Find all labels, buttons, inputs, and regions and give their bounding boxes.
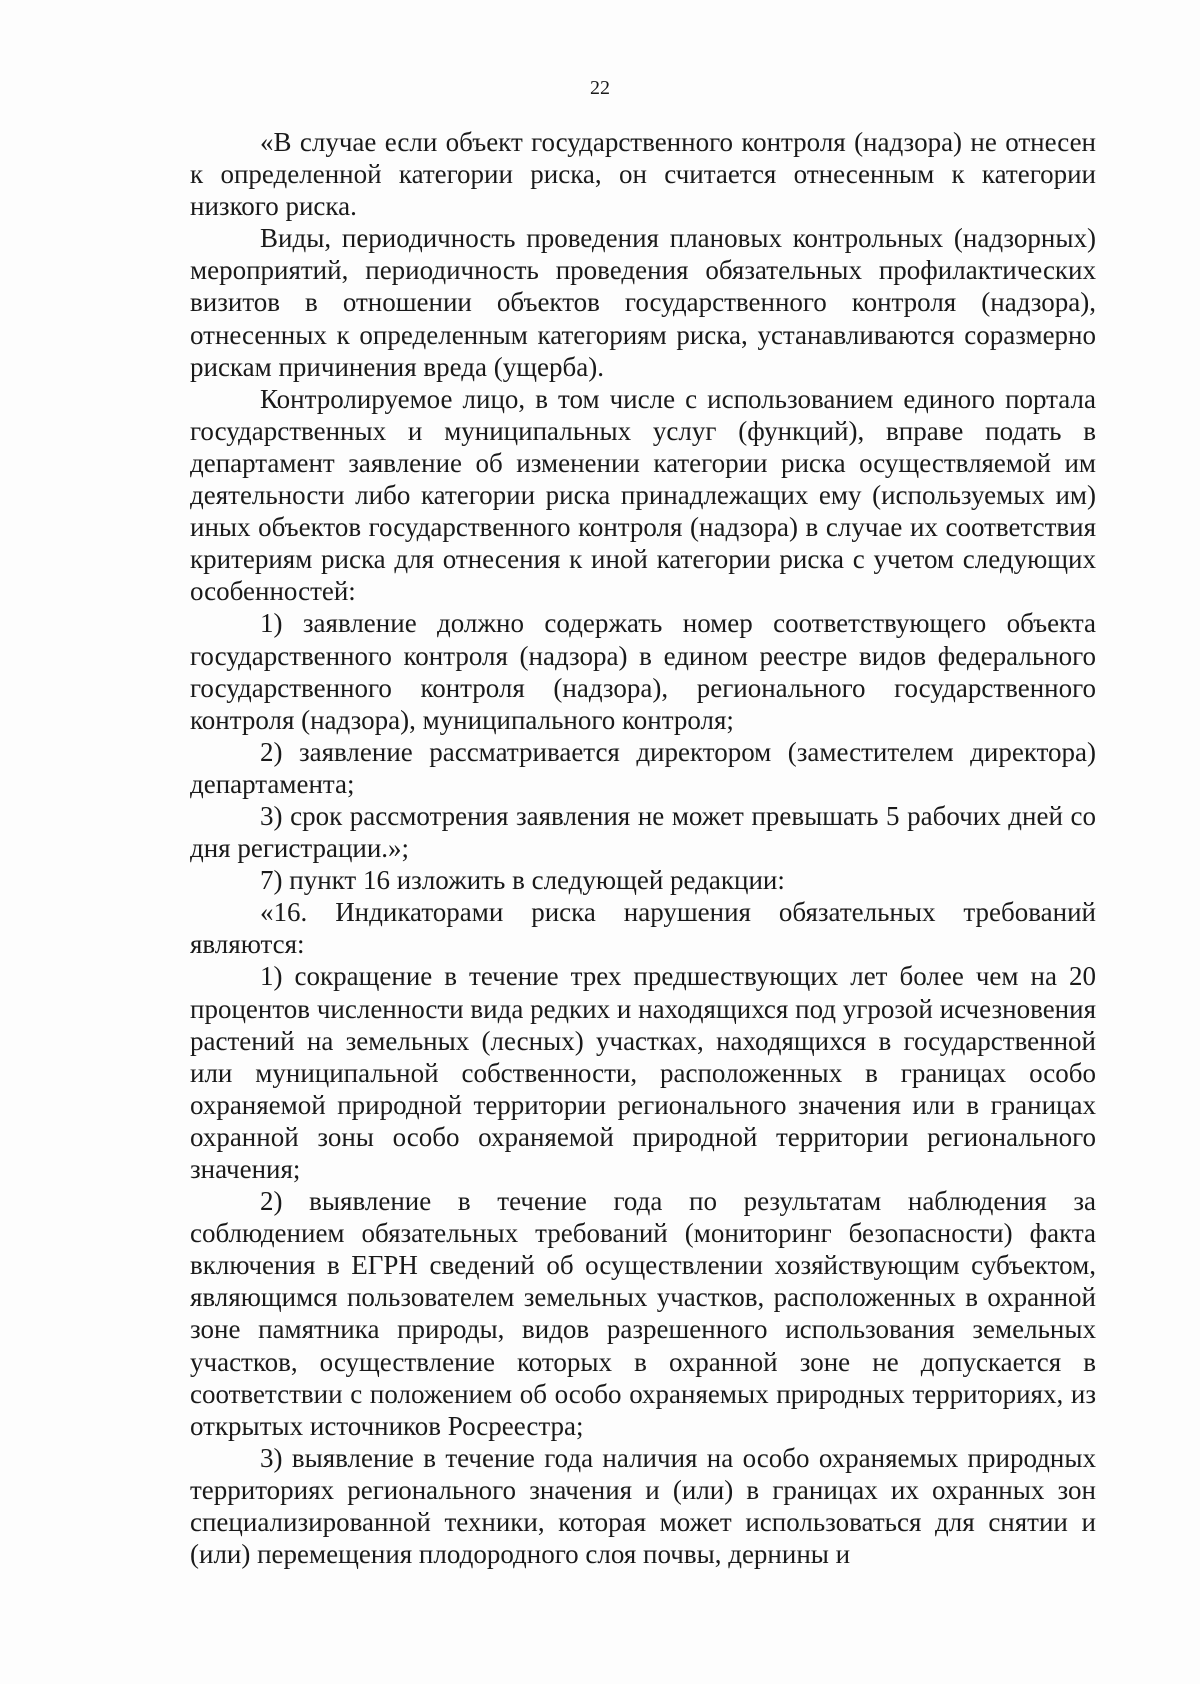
- paragraph-item-7-point-16: 7) пункт 16 изложить в следующей редакции:: [260, 865, 785, 896]
- paragraph-item-1-application-number: 1) заявление должно содержать номер соответствующего объекта государственного контроля (надзора) в едином реестре видов федерального государственного контроля (надзора), регионального государственного контроля (надзора), муниципального контроля;: [190, 608, 1096, 735]
- paragraph-item-2-review-by-director: 2) заявление рассматривается директором (заместителем директора) департамента;: [190, 736, 1096, 799]
- paragraph-controlled-person-request: Контролируемое лицо, в том числе с использованием единого портала государственных и муниципальных услуг (функций), вправе подать в департамент заявление об изменении категории риска осуществляемой им деятельности либо категории риска принадлежащих ему (используемых им) иных объектов государственного контроля (надзора) в случае их соответствия критериям риска для отнесения к иной категории риска с учетом следующих особенностей:: [190, 383, 1096, 607]
- paragraph-indicator-1: 1) сокращение в течение трех предшествующих лет более чем на 20 процентов численности вида редких и находящихся под угрозой исчезновения растений на земельных (лесных) участках, находящихся в государственной или муниципальной собственности, расположенных в границах особо охраняемой природной территории регионального значения или в границах охранной зоны особо охраняемой природной территории регионального значения;: [190, 961, 1096, 1184]
- paragraph-indicator-2: 2) выявление в течение года по результатам наблюдения за соблюдением обязательных требований (мониторинг безопасности) факта включения в ЕГРН сведений об осуществлении хозяйствующим субъектом, являющимся пользователем земельных участков, расположенных в охранной зоне памятника природы, видов разрешенного использования земельных участков, осуществление которых в охранной зоне не допускается в соответствии с положением об особо охраняемых природных территориях, из открытых источников Росреестра;: [190, 1186, 1096, 1441]
- document-body: [190, 126, 1096, 1570]
- paragraph-item-3-review-period: 3) срок рассмотрения заявления не может превышать 5 рабочих дней со дня регистрации.»;: [190, 800, 1096, 864]
- page-number: 22: [590, 77, 610, 99]
- paragraph-risk-category-default: «В случае если объект государственного контроля (надзора) не отнесен к определенной категории риска, он считается отнесенным к категории низкого риска.: [190, 127, 1096, 222]
- paragraph-indicator-3: 3) выявление в течение года наличия на особо охраняемых природных территориях регионального значения и (или) в границах их охранных зон специализированной техники, которая может использоваться для снятии и (или) перемещения плодородного слоя почвы, дернины и: [190, 1442, 1096, 1570]
- paragraph-point-16-indicators: «16. Индикаторами риска нарушения обязательных требований являются:: [190, 897, 1096, 960]
- paragraph-measure-types: Виды, периодичность проведения плановых контрольных (надзорных) мероприятий, периодичность проведения обязательных профилактических визитов в отношении объектов государственного контроля (надзора), отнесенных к определенным категориям риска, устанавливаются соразмерно рискам причинения вреда (ущерба).: [190, 223, 1096, 382]
